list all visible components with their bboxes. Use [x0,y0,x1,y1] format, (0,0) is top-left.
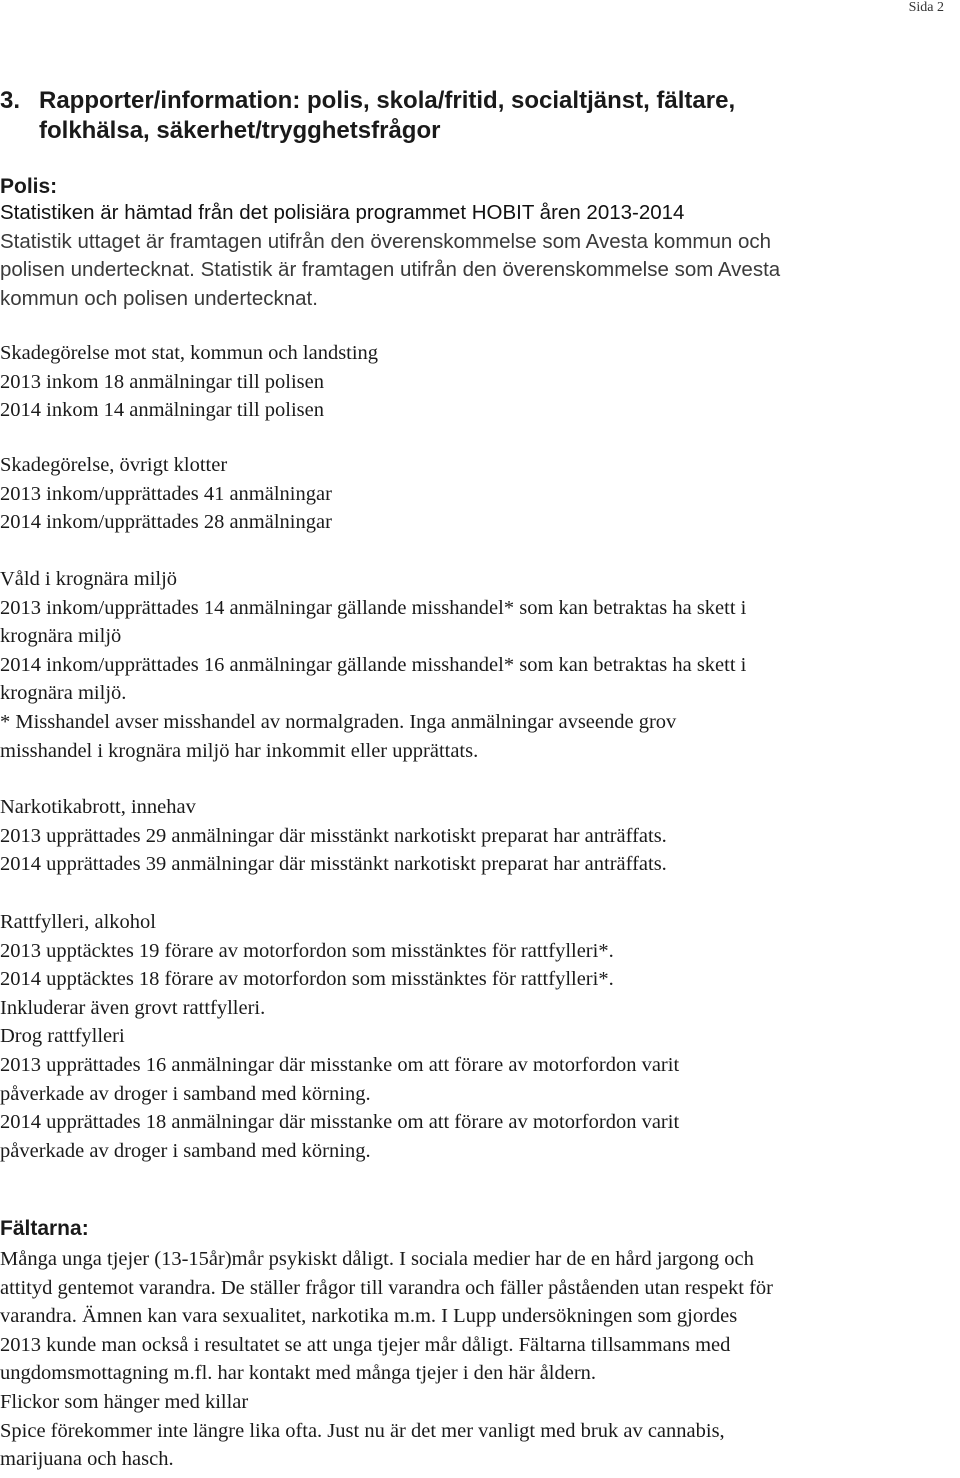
heading-line-2: folkhälsa, säkerhet/trygghetsfrågor [39,117,441,144]
section-title: Drog rattfylleri [0,1025,125,1048]
section-line: Inkluderar även grovt rattfylleri. [0,996,266,1019]
section-line: påverkade av droger i samband med körning. [0,1139,371,1162]
section-title: Rattfylleri, alkohol [0,911,156,933]
section-line: 2013 upptäcktes 19 förare av motorfordon som misstänktes för rattfylleri*. [0,939,614,962]
body-line: varandra. Ämnen kan vara sexualitet, narkotika m.m. I Lupp undersökningen som gjordes [0,1305,738,1328]
heading-line-1: Rapporter/information: polis, skola/fritid, socialtjänst, fältare, [39,87,736,114]
section-line: 2013 inkom/upprättades 14 anmälningar gällande misshandel* som kan betraktas ha skett i [0,596,747,619]
section-line: 2014 inkom/upprättades 16 anmälningar gällande misshandel* som kan betraktas ha skett i [0,653,747,676]
section-line: påverkade av droger i samband med körning. [0,1082,371,1105]
section-skadegorelse-stat [0,339,958,425]
section-title: Skadegörelse mot stat, kommun och landsting [0,342,379,364]
body-line: 2013 kunde man också i resultatet se att unga tjejer mår dåligt. Fältarna tillsammans med [0,1333,731,1356]
body-line: Flickor som hänger med killar [0,1390,249,1413]
body-line: attityd gentemot varandra. De ställer frågor till varandra och fäller påståenden utan respekt för [0,1276,773,1299]
body-line: Spice förekommer inte längre lika ofta. Just nu är det mer vanligt med bruk av cannabis, [0,1419,725,1442]
section-title: Narkotikabrott, innehav [0,796,196,818]
section-klotter [0,451,958,537]
body-line: marijuana och hasch. [0,1448,174,1471]
intro-line: Statistiken är hämtad från det polisiära programmet HOBIT åren 2013-2014 [0,201,685,224]
section-line: 2013 inkom/upprättades 41 anmälningar [0,482,332,505]
faltarna-title: Fältarna: [0,1217,89,1240]
intro-line: polisen undertecknat. Statistik är framtagen utifrån den överenskommelse som Avesta [0,258,781,282]
intro-line: Statistik uttaget är framtagen utifrån den överenskommelse som Avesta kommun och [0,229,772,253]
footnote-line: misshandel i krognära miljö har inkommit eller upprättats. [0,739,479,762]
section-line: 2014 upptäcktes 18 förare av motorfordon som misstänktes för rattfylleri*. [0,968,614,991]
faltarna-body [0,1245,958,1474]
body-line: ungdomsmottagning m.fl. har kontakt med många tjejer i den här åldern. [0,1362,597,1385]
section-line: 2014 inkom 14 anmälningar till polisen [0,399,324,422]
page-number: Sida 2 [908,0,944,15]
section-line: krognära miljö [0,625,122,648]
section-narkotika [0,793,958,879]
section-line: 2014 upprättades 18 anmälningar där misstanke om att förare av motorfordon varit [0,1111,680,1134]
section-title: Skadegörelse, övrigt klotter [0,454,228,476]
section-vald-krognara [0,565,958,765]
polis-intro [0,199,958,313]
section-title: Våld i krognära miljö [0,568,178,590]
intro-line: kommun och polisen undertecknat. [0,286,318,310]
section-line: 2014 upprättades 39 anmälningar där misstänkt narkotiskt preparat har anträffats. [0,853,667,876]
section-heading [0,86,950,146]
section-line: 2013 upprättades 29 anmälningar där misstänkt narkotiskt preparat har anträffats. [0,824,667,847]
section-rattfylleri [0,908,958,1165]
footnote-line: * Misshandel avser misshandel av normalgraden. Inga anmälningar avseende grov [0,710,677,733]
section-line: 2014 inkom/upprättades 28 anmälningar [0,511,332,534]
section-line: krognära miljö. [0,682,127,705]
section-number: 3. [0,87,21,114]
section-line: 2013 inkom 18 anmälningar till polisen [0,370,324,393]
section-line: 2013 upprättades 16 anmälningar där misstanke om att förare av motorfordon varit [0,1053,680,1076]
body-line: Många unga tjejer (13-15år)mår psykiskt dåligt. I sociala medier har de en hård jargong och [0,1248,754,1270]
polis-title: Polis: [0,175,58,198]
